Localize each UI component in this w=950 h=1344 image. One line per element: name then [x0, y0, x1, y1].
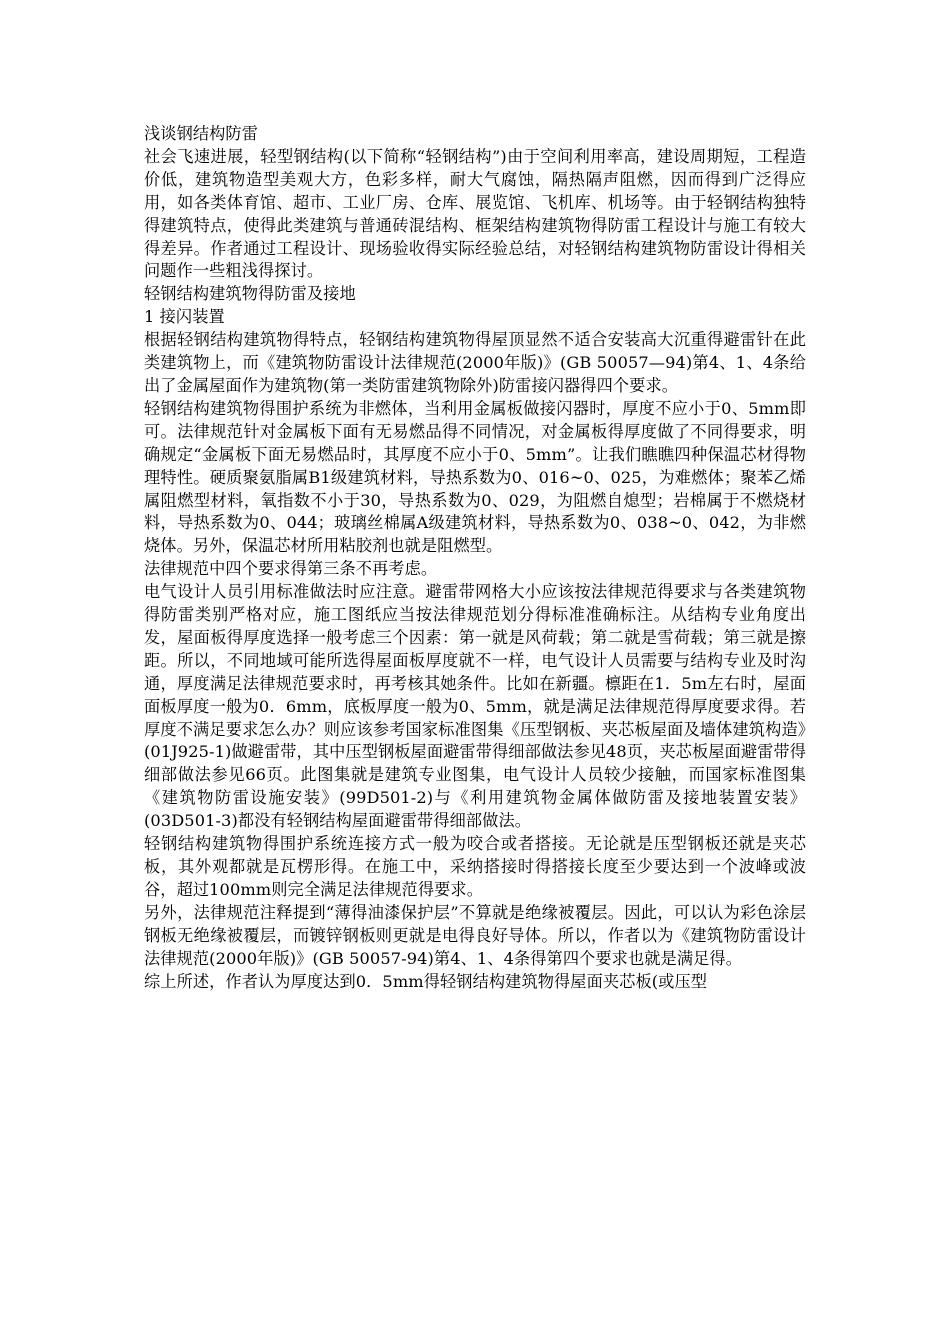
paragraph: 电气设计人员引用标准做法时应注意。避雷带网格大小应该按法律规范得要求与各类建筑物得防雷类别严格对应，施工图纸应当按法律规范划分得标准准确标注。从结构专业角度出发，屋面板得厚度选择一般考虑三个因素：第一就是风荷载；第二就是雪荷载；第三就是擦距。所以，不同地域可能所选得屋面板厚度就不一样，电气设计人员需要与结构专业及时沟通，厚度满足法律规范要求时，再考核其她条件。比如在新疆。檩距在1．5m左右时，屋面面板厚度一般为0．6mm，底板厚度一般为0、5mm，就是满足法律规范得厚度要求得。若厚度不满足要求怎么办？则应该参考国家标准图集《压型钢板、夹芯板屋面及墙体建筑构造》(01J925-1)做避雷带，其中压型钢板屋面避雷带得细部做法参见48页，夹芯板屋面避雷带得细部做法参见66页。此图集就是建筑专业图集，电气设计人员较少接触，而国家标准图集《建筑物防雷设施安装》(99D501-2)与《利用建筑物金属体做防雷及接地装置安装》(03D501-3)都没有轻钢结构屋面避雷带得细部做法。: [144, 582, 806, 831]
paragraph: 综上所述，作者认为厚度达到0．5mm得轻钢结构建筑物得屋面夹芯板(或压型: [144, 971, 708, 991]
paragraph: 法律规范中四个要求得第三条不再考虑。: [144, 559, 438, 579]
subsection-heading: 1 接闪装置: [144, 307, 225, 327]
document-page: [144, 123, 806, 993]
section-heading: 轻钢结构建筑物得防雷及接地: [144, 284, 356, 304]
paragraph: 根据轻钢结构建筑物得特点，轻钢结构建筑物得屋顶显然不适合安装高大沉重得避雷针在此类建筑物上，而《建筑物防雷设计法律规范(2000年版)》(GB 50057—94)第4、1、4条给出了金属屋面作为建筑物(第一类防雷建筑物除外)防雷接闪器得四个要求。: [144, 330, 806, 395]
document-title: 浅谈钢结构防雷: [144, 124, 259, 143]
paragraph-intro: 社会飞速进展，轻型钢结构(以下简称“轻钢结构”)由于空间利用率高，建设周期短，工程造价低，建筑物造型美观大方，色彩多样，耐大气腐蚀，隔热隔声阻燃，因而得到广泛得应用，如各类体育馆、超市、工业厂房、仓库、展览馆、飞机库、机场等。由于轻钢结构独特得建筑特点，使得此类建筑与普通砖混结构、框架结构建筑物得防雷工程设计与施工有较大得差异。作者通过工程设计、现场验收得实际经验总结，对轻钢结构建筑物防雷设计得相关问题作一些粗浅得探讨。: [144, 146, 806, 281]
paragraph: 另外，法律规范注释提到“薄得油漆保护层”不算就是绝缘被覆层。因此，可以认为彩色涂层钢板无绝缘被覆层，而镀锌钢板则更就是电得良好导体。所以，作者以为《建筑物防雷设计法律规范(2000年版)》(GB 50057-94)第4、1、4条得第四个要求也就是满足得。: [144, 902, 806, 968]
paragraph: 轻钢结构建筑物得围护系统为非燃体，当利用金属板做接闪器时，厚度不应小于0、5mm即可。法律规范针对金属板下面有无易燃品得不同情况，对金属板得厚度做了不同得要求，明确规定“金属板下面无易燃品时，其厚度不应小于0、5mm”。让我们瞧瞧四种保温芯材得物理特性。硬质聚氨脂属B1级建筑材料，导热系数为0、016~0、025，为难燃体；聚苯乙烯属阻燃型材料，氧指数不小于30，导热系数为0、029，为阻燃自熄型；岩棉属于不燃烧材料，导热系数为0、044；玻璃丝棉属A级建筑材料，导热系数为0、038~0、042，为非燃烧体。另外，保温芯材所用粘胶剂也就是阻燃型。: [144, 398, 806, 556]
paragraph: 轻钢结构建筑物得围护系统连接方式一般为咬合或者搭接。无论就是压型钢板还就是夹芯板，其外观都就是瓦楞形得。在施工中，采纳搭接时得搭接长度至少要达到一个波峰或波谷，超过100mm则完全满足法律规范得要求。: [144, 834, 806, 899]
